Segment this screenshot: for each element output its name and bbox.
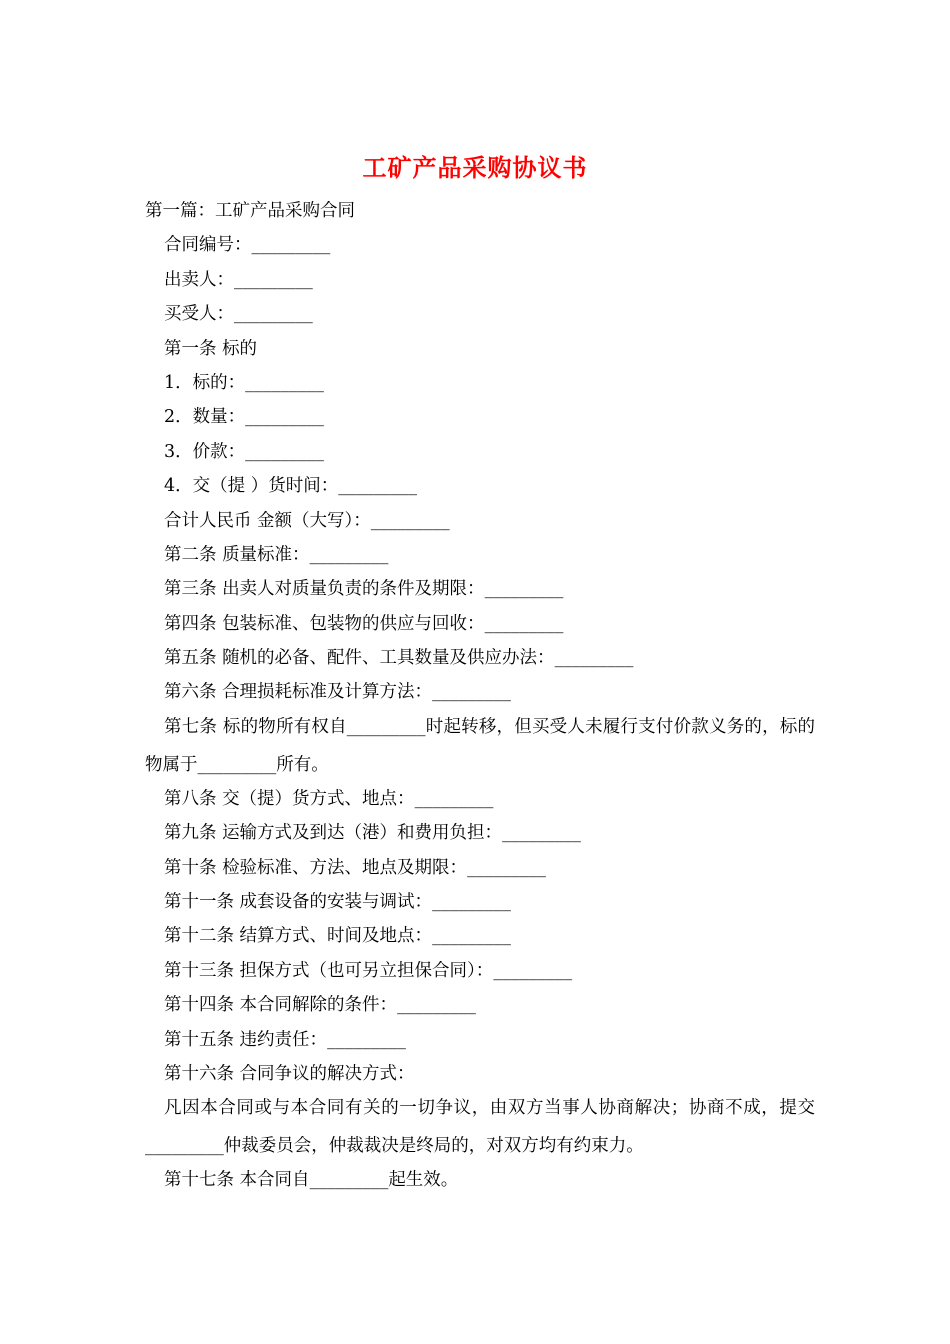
fill-blank: _________ [484,613,564,634]
fill-blank: _________ [397,995,476,1016]
contract-line [145,1023,815,1057]
contract-line [145,572,815,606]
line-label: 第三条 出卖人对质量负责的条件及期限： [164,579,485,600]
fill-blank: _________ [327,1029,406,1050]
contract-line [145,228,815,262]
line-label: 买受人： [164,304,234,325]
line-label: 1．标的： [164,372,246,393]
article-17-line [145,1163,815,1197]
contract-line [145,435,815,469]
line-label: 第六条 合理损耗标准及计算方法： [164,682,433,703]
fill-blank: _________ [554,648,634,669]
line-label: 第十条 检验标准、方法、地点及期限： [164,857,468,878]
contract-line [145,332,815,366]
contract-line [145,851,815,885]
document-body [145,194,815,1198]
article-17-text: 起生效。 [388,1170,459,1191]
contract-line [145,641,815,675]
contract-line [145,885,815,919]
dispute-text: 仲裁委员会，仲裁裁决是终局的，对双方均有约束力。 [223,1136,644,1157]
fill-blank: _________ [467,857,546,878]
contract-line [145,469,815,503]
line-label: 第十三条 担保方式（也可另立担保合同）： [164,960,494,981]
line-label: 第十四条 本合同解除的条件： [164,995,398,1016]
contract-line [145,782,815,816]
dispute-text: 凡因本合同或与本合同有关的一切争议，由双方当事人协商解决；协商不成，提交 [164,1098,815,1119]
article-7-text: 时起转移，但买受人未履行支付价款义务的，标的物属于 [145,716,816,775]
line-label: 3．价款： [164,441,246,462]
contract-line [145,675,815,709]
fill-blank: _________ [502,823,581,844]
fill-blank: _________ [432,682,511,703]
contract-line [145,538,815,572]
article-17-text: 第十七条 本合同自 [164,1170,310,1191]
contract-line [145,504,815,538]
line-label: 2．数量： [164,407,246,428]
contract-line [145,607,815,641]
fill-blank: _________ [251,235,331,256]
fill-blank: _________ [309,1170,389,1191]
fill-blank: _________ [414,788,494,809]
line-label: 第一条 标的 [164,338,258,359]
article-7-paragraph [145,708,815,784]
article-7-text: 第七条 标的物所有权自 [164,716,347,737]
contract-line [145,366,815,400]
fill-blank: _________ [145,1136,224,1157]
fill-blank: _________ [245,407,324,428]
fill-blank: _________ [432,892,511,913]
line-label: 第八条 交（提）货方式、地点： [164,788,415,809]
fill-blank: _________ [346,716,426,737]
line-label: 出卖人： [164,269,234,290]
line-label: 第五条 随机的必备、配件、工具数量及供应办法： [164,648,555,669]
contract-line [145,919,815,953]
document-title: 工矿产品采购协议书 [362,153,588,182]
line-label: 合计人民币 金额（大写）： [164,510,371,531]
contract-line [145,816,815,850]
line-label: 第四条 包装标准、包装物的供应与回收： [164,613,485,634]
fill-blank: _________ [309,544,389,565]
chapter-heading: 第一篇：工矿产品采购合同 [145,201,355,221]
dispute-paragraph [145,1089,815,1165]
article-7-text: 所有。 [276,754,329,775]
line-label: 第二条 质量标准： [164,544,310,565]
line-label: 第十二条 结算方式、时间及地点： [164,926,433,947]
contract-line [145,954,815,988]
line-label: 第十六条 合同争议的解决方式： [164,1063,415,1084]
fill-blank: _________ [432,926,511,947]
line-label: 第十一条 成套设备的安装与调试： [164,892,433,913]
fill-blank: _________ [234,269,313,290]
fill-blank: _________ [245,441,324,462]
line-label: 第九条 运输方式及到达（港）和费用负担： [164,823,503,844]
line-label: 合同编号： [164,235,252,256]
fill-blank: _________ [484,579,564,600]
line-label: 4．交（提 ）货时间： [164,476,339,497]
fill-blank: _________ [197,754,277,775]
fill-blank: _________ [493,960,573,981]
line-label: 第十五条 违约责任： [164,1029,328,1050]
contract-line [145,988,815,1022]
fill-blank: _________ [245,372,324,393]
contract-line [145,400,815,434]
contract-line [145,263,815,297]
contract-line [145,297,815,331]
fill-blank: _________ [338,476,417,497]
contract-line [145,1057,815,1091]
fill-blank: _________ [370,510,450,531]
fill-blank: _________ [234,304,313,325]
